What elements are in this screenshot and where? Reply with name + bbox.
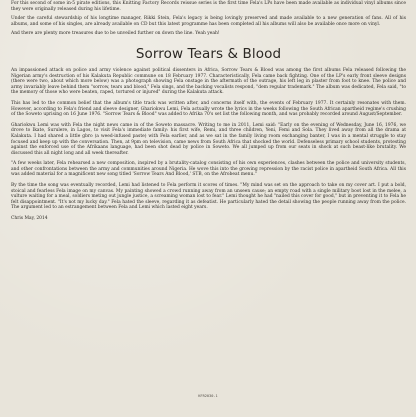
intro-paragraph: For this second of some in-5 pirate editions, this Knitting Factory Records reissue series is the first time Fela's LPs have been made available as individual vinyl albums since they were originally released during his lifetime. xyxy=(11,1,406,12)
article-paragraph: An impassioned attack on police and army violence against political dissenters in Africa, Sorrow Tears & Blood was among the first albums Fela released following the Nigerian army's destruction of his Kalakuta Republic commune on 18 February 1977. Characteristically, Fela came back fighting. One of the LP's early front sleeve designs (there were two, about which more below) was a photograph showing Fela onstage in the aftermath of the outrage, his left leg in plaster from foot to knee. The police and army invariably leave behind them "sorrow, tears and blood," Fela sings, and the backing vocalists respond, "dem regular trademark." The album was dedicated, Fela said, "to the memory of those who were beaten, raped, tortured or injured" during the Kalakuta attack. xyxy=(11,67,406,96)
article-paragraph: Ghariokwu Lemi was with Fela the night news came in of the Soweto massacre. Writing to me in 2011, Lemi said: "Early on the evening of Wednesday, June 16, 1976, we drove to Ikate, Surulere, in Lagos, to visit Fela's immediate family: his first wife, Remi, and three children, Yeni, Femi and Sola. They lived away from all the drama at Kalakuta. I had shared a little gbro (a weed-infused paste) with Fela earlier, and as we sat in the family living room exchanging banter, I was in a mental struggle to stay focused and keep up with the conversation. Then, at 9pm on television, came news from South Africa that shocked the world. Defenseless primary school students, protesting against the enforced use of the Afrikaans language, had been shot dead by police in Soweto. We all jumped up from our seats in shock at such beast-like brutality. We discussed this all night long and all week thereafter. xyxy=(11,122,406,156)
intro-paragraph: And there are plenty more treasures due to be unveiled further on down the line. Yeah yeah! xyxy=(11,31,220,37)
article-paragraph: This has led to the common belief that the album's title track was written after, and concerns itself with, the events of February 1977. It certainly resonates with them. However, according to Fela's friend and sleeve designer, Ghariokwu Lemi, Fela actually wrote the lyrics in the weeks following the South African apartheid regime's crushing of the Soweto uprising on 16 June 1976. "Sorrow Tears & Blood" was added to Afrika 70's set list the following month, and was probably recorded around August/September. xyxy=(11,100,406,118)
intro-paragraph: Under the careful stewardship of his longtime manager, Rikki Stein, Fela's legacy is being lovingly preserved and made available to a new generation of fans. All of his albums, and some of his singles, are already available on CD but this latest programme has been completed all his albums will also be available once more on vinyl. xyxy=(11,16,406,27)
article-paragraph: By the time the song was eventually recorded, Lemi had listened to Fela perform it scores of times. "My mind was set on the approach to take on my cover art. I put a bold, stoical and fearless Fela image on my canvas. My painting showed a crowd running away from an unseen cause; an empty road with a single military boot lost in the melee, a vulture waiting for a meal, soldiers meting out jungle justice, a screaming woman lost to fear." Lemi thought he had "nailed this cover for good," but in preventing it to Fela he felt disappointment. "It's not my lucky day." Fela hated the sleeve, regarding it as defeatist. He particularly hated the detail showing the people running away from the police. The argument led to an estrangement between Fela and Lemi which lasted eight years. xyxy=(11,183,406,211)
author-signature: Chris May, 2014 xyxy=(11,216,48,222)
article-paragraph: "A few weeks later, Fela rehearsed a new composition, inspired by a brutality-catalog consisting of his own experiences, clashes between the police and university students, and other confrontations between the army and communities around Nigeria. He wove this into the growing repression by the racist police in apartheid South Africa. All this was added material for a magnificent new song titled 'Sorrow Tears And Blood,' STB, on the Afrobeat menu." xyxy=(11,161,406,178)
article-title: Sorrow Tears & Blood xyxy=(135,45,282,62)
catalog-number: KFR2030-1 xyxy=(198,394,218,398)
